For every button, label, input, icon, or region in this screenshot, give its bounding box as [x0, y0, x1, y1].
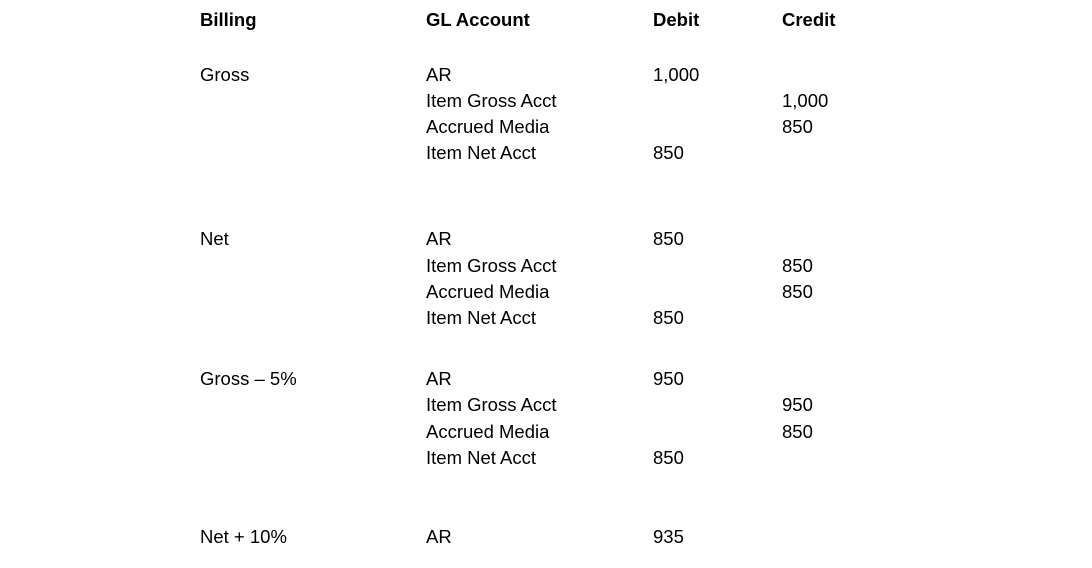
billing-label-gross-minus-5: Gross – 5%	[200, 368, 297, 389]
credit-cell: 850	[782, 421, 813, 442]
gl-account-cell: Accrued Media	[426, 116, 550, 137]
billing-label-net: Net	[200, 228, 229, 249]
billing-label-net-plus-10: Net + 10%	[200, 526, 287, 547]
debit-cell: 950	[653, 368, 684, 389]
billing-label-gross: Gross	[200, 64, 250, 85]
gl-account-cell: AR	[426, 64, 452, 85]
credit-cell: 950	[782, 394, 813, 415]
debit-cell: 850	[653, 307, 684, 328]
gl-account-cell: Item Net Acct	[426, 142, 537, 163]
debit-cell: 1,000	[653, 64, 700, 85]
header-debit: Debit	[653, 9, 700, 30]
header-gl-account: GL Account	[426, 9, 530, 30]
debit-cell: 850	[653, 447, 684, 468]
gl-account-cell: Item Gross Acct	[426, 394, 557, 415]
credit-cell: 850	[782, 116, 813, 137]
debit-cell: 850	[653, 142, 684, 163]
gl-account-cell: Item Gross Acct	[426, 255, 557, 276]
gl-account-cell: Item Gross Acct	[426, 90, 557, 111]
gl-account-cell: AR	[426, 526, 452, 547]
gl-account-cell: AR	[426, 228, 452, 249]
gl-account-cell: Item Net Acct	[426, 447, 537, 468]
gl-account-cell: Accrued Media	[426, 421, 550, 442]
header-billing: Billing	[200, 9, 257, 30]
gl-account-cell: Item Net Acct	[426, 307, 537, 328]
debit-cell: 935	[653, 526, 684, 547]
credit-cell: 850	[782, 281, 813, 302]
header-credit: Credit	[782, 9, 836, 30]
debit-cell: 850	[653, 228, 684, 249]
gl-account-cell: Accrued Media	[426, 281, 550, 302]
gl-account-cell: AR	[426, 368, 452, 389]
credit-cell: 1,000	[782, 90, 829, 111]
credit-cell: 850	[782, 255, 813, 276]
